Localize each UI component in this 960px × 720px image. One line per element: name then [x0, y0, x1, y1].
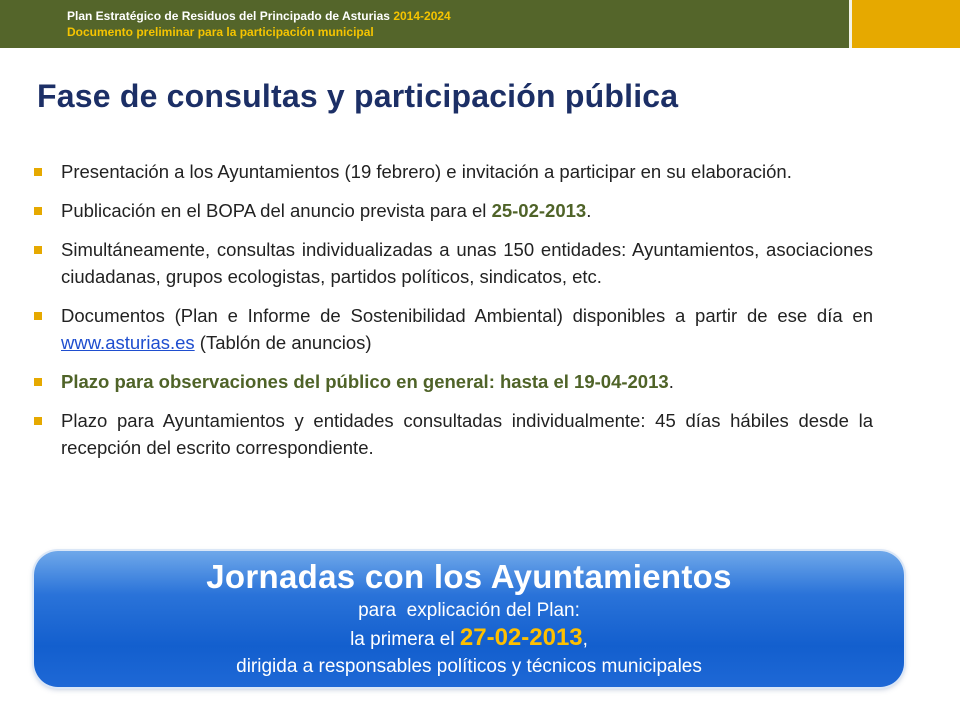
square-bullet-icon: [34, 417, 42, 425]
list-item: [33, 197, 873, 224]
header-title: Plan Estratégico de Residuos del Principado de Asturias: [67, 9, 390, 23]
deadline-text: Plazo para observaciones del público en general: hasta el: [61, 371, 575, 392]
bullet-text: Publicación en el BOPA del anuncio prevista para el: [61, 200, 492, 221]
list-item: [33, 236, 873, 290]
list-item: [33, 302, 873, 356]
header-subtitle: Documento preliminar para la participación municipal: [67, 25, 374, 39]
square-bullet-icon: [34, 312, 42, 320]
square-bullet-icon: [34, 246, 42, 254]
header-bar: [0, 0, 960, 48]
banner-line-2-text: la primera el: [350, 629, 460, 650]
banner-title: Jornadas con los Ayuntamientos: [206, 558, 732, 595]
list-item: [33, 368, 873, 395]
bullet-text-end: .: [668, 371, 674, 392]
bullet-text: Plazo para Ayuntamientos y entidades consultadas individualmente: 45 días hábiles desde la recepción del escrito correspondiente.: [61, 410, 873, 458]
bullet-text: Documentos (Plan e Informe de Sostenibilidad Ambiental) disponibles a partir de ese día en: [61, 305, 873, 326]
list-item: [33, 158, 873, 185]
banner-date: 27-02-2013: [459, 624, 583, 651]
bullet-text-end: (Tablón de anuncios): [194, 332, 372, 353]
square-bullet-icon: [34, 168, 42, 176]
header-years: 2014-2024: [393, 9, 451, 23]
page-title: Fase de consultas y participación pública: [37, 78, 679, 114]
list-item: [33, 407, 873, 461]
square-bullet-icon: [34, 207, 42, 215]
jornadas-banner: [34, 551, 904, 687]
bullet-list: [33, 158, 873, 473]
banner-line-2-end: ,: [582, 629, 588, 650]
asturias-link[interactable]: www.asturias.es: [61, 332, 195, 353]
square-bullet-icon: [34, 378, 42, 386]
banner-line-2: [34, 623, 904, 655]
bullet-text-end: .: [586, 200, 592, 221]
bullet-text: Presentación a los Ayuntamientos (19 febrero) e invitación a participar en su elaboración.: [61, 161, 792, 182]
bullet-text: Simultáneamente, consultas individualizadas a unas 150 entidades: Ayuntamientos, asociaciones ciudadanas, grupos ecologistas, partidos políticos, sindicatos, etc.: [61, 239, 873, 287]
banner-line-1: para explicación del Plan:: [358, 600, 580, 621]
header-accent-block: [852, 0, 960, 48]
bopa-date: 25-02-2013: [491, 200, 587, 221]
header-title-line: [67, 8, 451, 24]
header-text: [67, 8, 451, 40]
banner-line-3: dirigida a responsables políticos y técnicos municipales: [236, 656, 702, 677]
deadline-date: 19-04-2013: [574, 371, 669, 392]
